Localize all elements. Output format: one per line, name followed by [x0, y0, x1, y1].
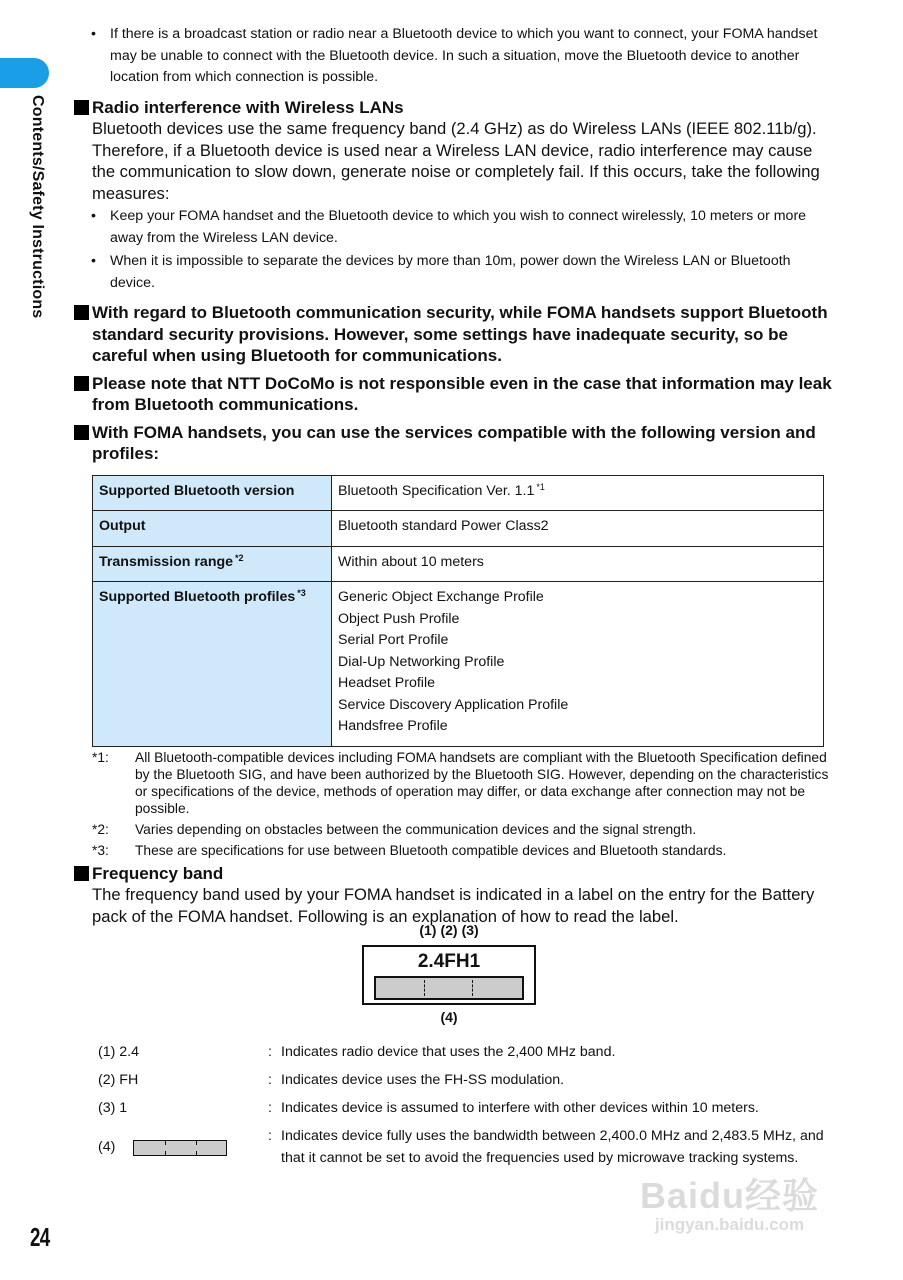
mini-bandwidth-bar-icon [133, 1140, 227, 1156]
page-number: 24 [30, 1222, 50, 1252]
legend-row: (3) 1 : Indicates device is assumed to interfere with other devices within 10 meters. [98, 1100, 759, 1116]
legend-row: (2) FH : Indicates device uses the FH-SS modulation. [98, 1072, 565, 1088]
footnote: *1: All Bluetooth-compatible devices including FOMA handsets are compliant with the Bluetooth Specification defined by the Bluetooth SIG, and have been authorized by the Bluetooth SIG. However, depending on the characteristics or specifications of the device, methods of operation may differ, or data exchange after connection may not be possible. [92, 749, 829, 816]
table-row [93, 511, 824, 547]
square-bullet-icon [74, 305, 89, 320]
table-row [93, 546, 824, 582]
table-row [93, 582, 824, 747]
bandwidth-bar [374, 976, 524, 1000]
footnote-ref: *3 [297, 588, 306, 598]
diagram-bottom-marker: (4) [440, 1009, 458, 1025]
square-bullet-icon [74, 425, 89, 440]
bar-divider [472, 980, 473, 996]
footnote: *2: Varies depending on obstacles between the communication devices and the signal strength. [92, 821, 697, 837]
table-value: Bluetooth Specification Ver. 1.1 $^{*1}$ [332, 475, 824, 511]
list-item: • When it is impossible to separate the devices by more than 10m, power down the Wireless LAN or Bluetooth device. [74, 251, 834, 294]
section-heading-liability: Please note that NTT DoCoMo is not responsible even in the case that information may leak from Bluetooth communications. [74, 373, 834, 416]
table-value-list [332, 582, 824, 747]
section-heading-profiles: With FOMA handsets, you can use the services compatible with the following version and profiles: [74, 422, 834, 465]
frequency-label-diagram [362, 922, 536, 1025]
diagram-top-markers: (1) (2) (3) [419, 922, 479, 938]
label-legend [98, 1042, 828, 1176]
profile-item: Headset Profile [338, 675, 435, 691]
footnote: *3: These are specifications for use between Bluetooth compatible devices and Bluetooth standards. [92, 842, 727, 858]
diagram-code: 2.4FH1 [417, 951, 481, 972]
page-content [74, 0, 834, 927]
footnotes [74, 749, 834, 859]
section-heading-frequency: Frequency band [74, 863, 834, 885]
square-bullet-icon [74, 376, 89, 391]
section-body-wireless-lan: Bluetooth devices use the same frequency band (2.4 GHz) as do Wireless LANs (IEEE 802.11b/g). Therefore, if a Bluetooth device is used near a Wireless LAN device, radio interference may cause the communication to slow down, generate noise or completely fail. If this occurs, take the following measures: [92, 119, 820, 203]
profile-item: Object Push Profile [338, 610, 460, 627]
square-bullet-icon [74, 100, 89, 115]
section-label: Contents/Safety Instructions [29, 95, 46, 319]
spec-table [92, 475, 824, 747]
table-key: Transmission range $^{*2}$ [93, 546, 332, 582]
table-key: Supported Bluetooth version [93, 475, 332, 511]
section-heading-security: With regard to Bluetooth communication security, while FOMA handsets support Bluetooth standard security provisions. However, some settings have inadequate security, so be careful when using Bluetooth for communications. [74, 302, 834, 367]
section-tab [0, 58, 49, 88]
list-item: • Keep your FOMA handset and the Bluetooth device to which you wish to connect wirelessly, 10 meters or more away from the Wireless LAN device. [74, 206, 834, 249]
section-heading-wireless-lan: Radio interference with Wireless LANs [74, 97, 834, 119]
profile-item: Generic Object Exchange Profile [338, 589, 544, 605]
profile-item: Service Discovery Application Profile [338, 696, 569, 713]
profile-item: Serial Port Profile [338, 632, 449, 648]
square-bullet-icon [74, 866, 89, 881]
profile-item: Handsfree Profile [338, 718, 448, 734]
table-key: Supported Bluetooth profiles $^{*3}$ [93, 582, 332, 747]
table-value: Bluetooth standard Power Class2 [332, 511, 824, 547]
profile-item: Dial-Up Networking Profile [338, 653, 505, 670]
bar-divider [424, 980, 425, 996]
footnote-ref: *2 [235, 552, 244, 563]
intro-bullet: • If there is a broadcast station or radio near a Bluetooth device to which you want to connect, your FOMA handset may be unable to connect with the Bluetooth device. In such a situation, move the Bluetooth device to another location from which connection is possible. [74, 24, 834, 89]
section-body-frequency: The frequency band used by your FOMA handset is indicated in a label on the entry for the Battery pack of the FOMA handset. Following is an explanation of how to read the label. [92, 885, 815, 926]
table-value: Within about 10 meters [332, 546, 824, 582]
watermark: Baidu经验 jingyan.baidu.com [640, 1175, 820, 1234]
diagram-label-box [362, 945, 536, 1005]
table-key: Output [93, 511, 332, 547]
legend-row: (4) : Indicates device fully uses the bandwidth between 2,400.0 MHz and 2,483.5 MHz, and that it cannot be set to avoid the frequencies used by microwave tracking systems. [98, 1128, 824, 1166]
legend-row: (1) 2.4 : Indicates radio device that uses the 2,400 MHz band. [98, 1044, 616, 1060]
table-row [93, 475, 824, 511]
footnote-ref: *1 [536, 481, 545, 492]
